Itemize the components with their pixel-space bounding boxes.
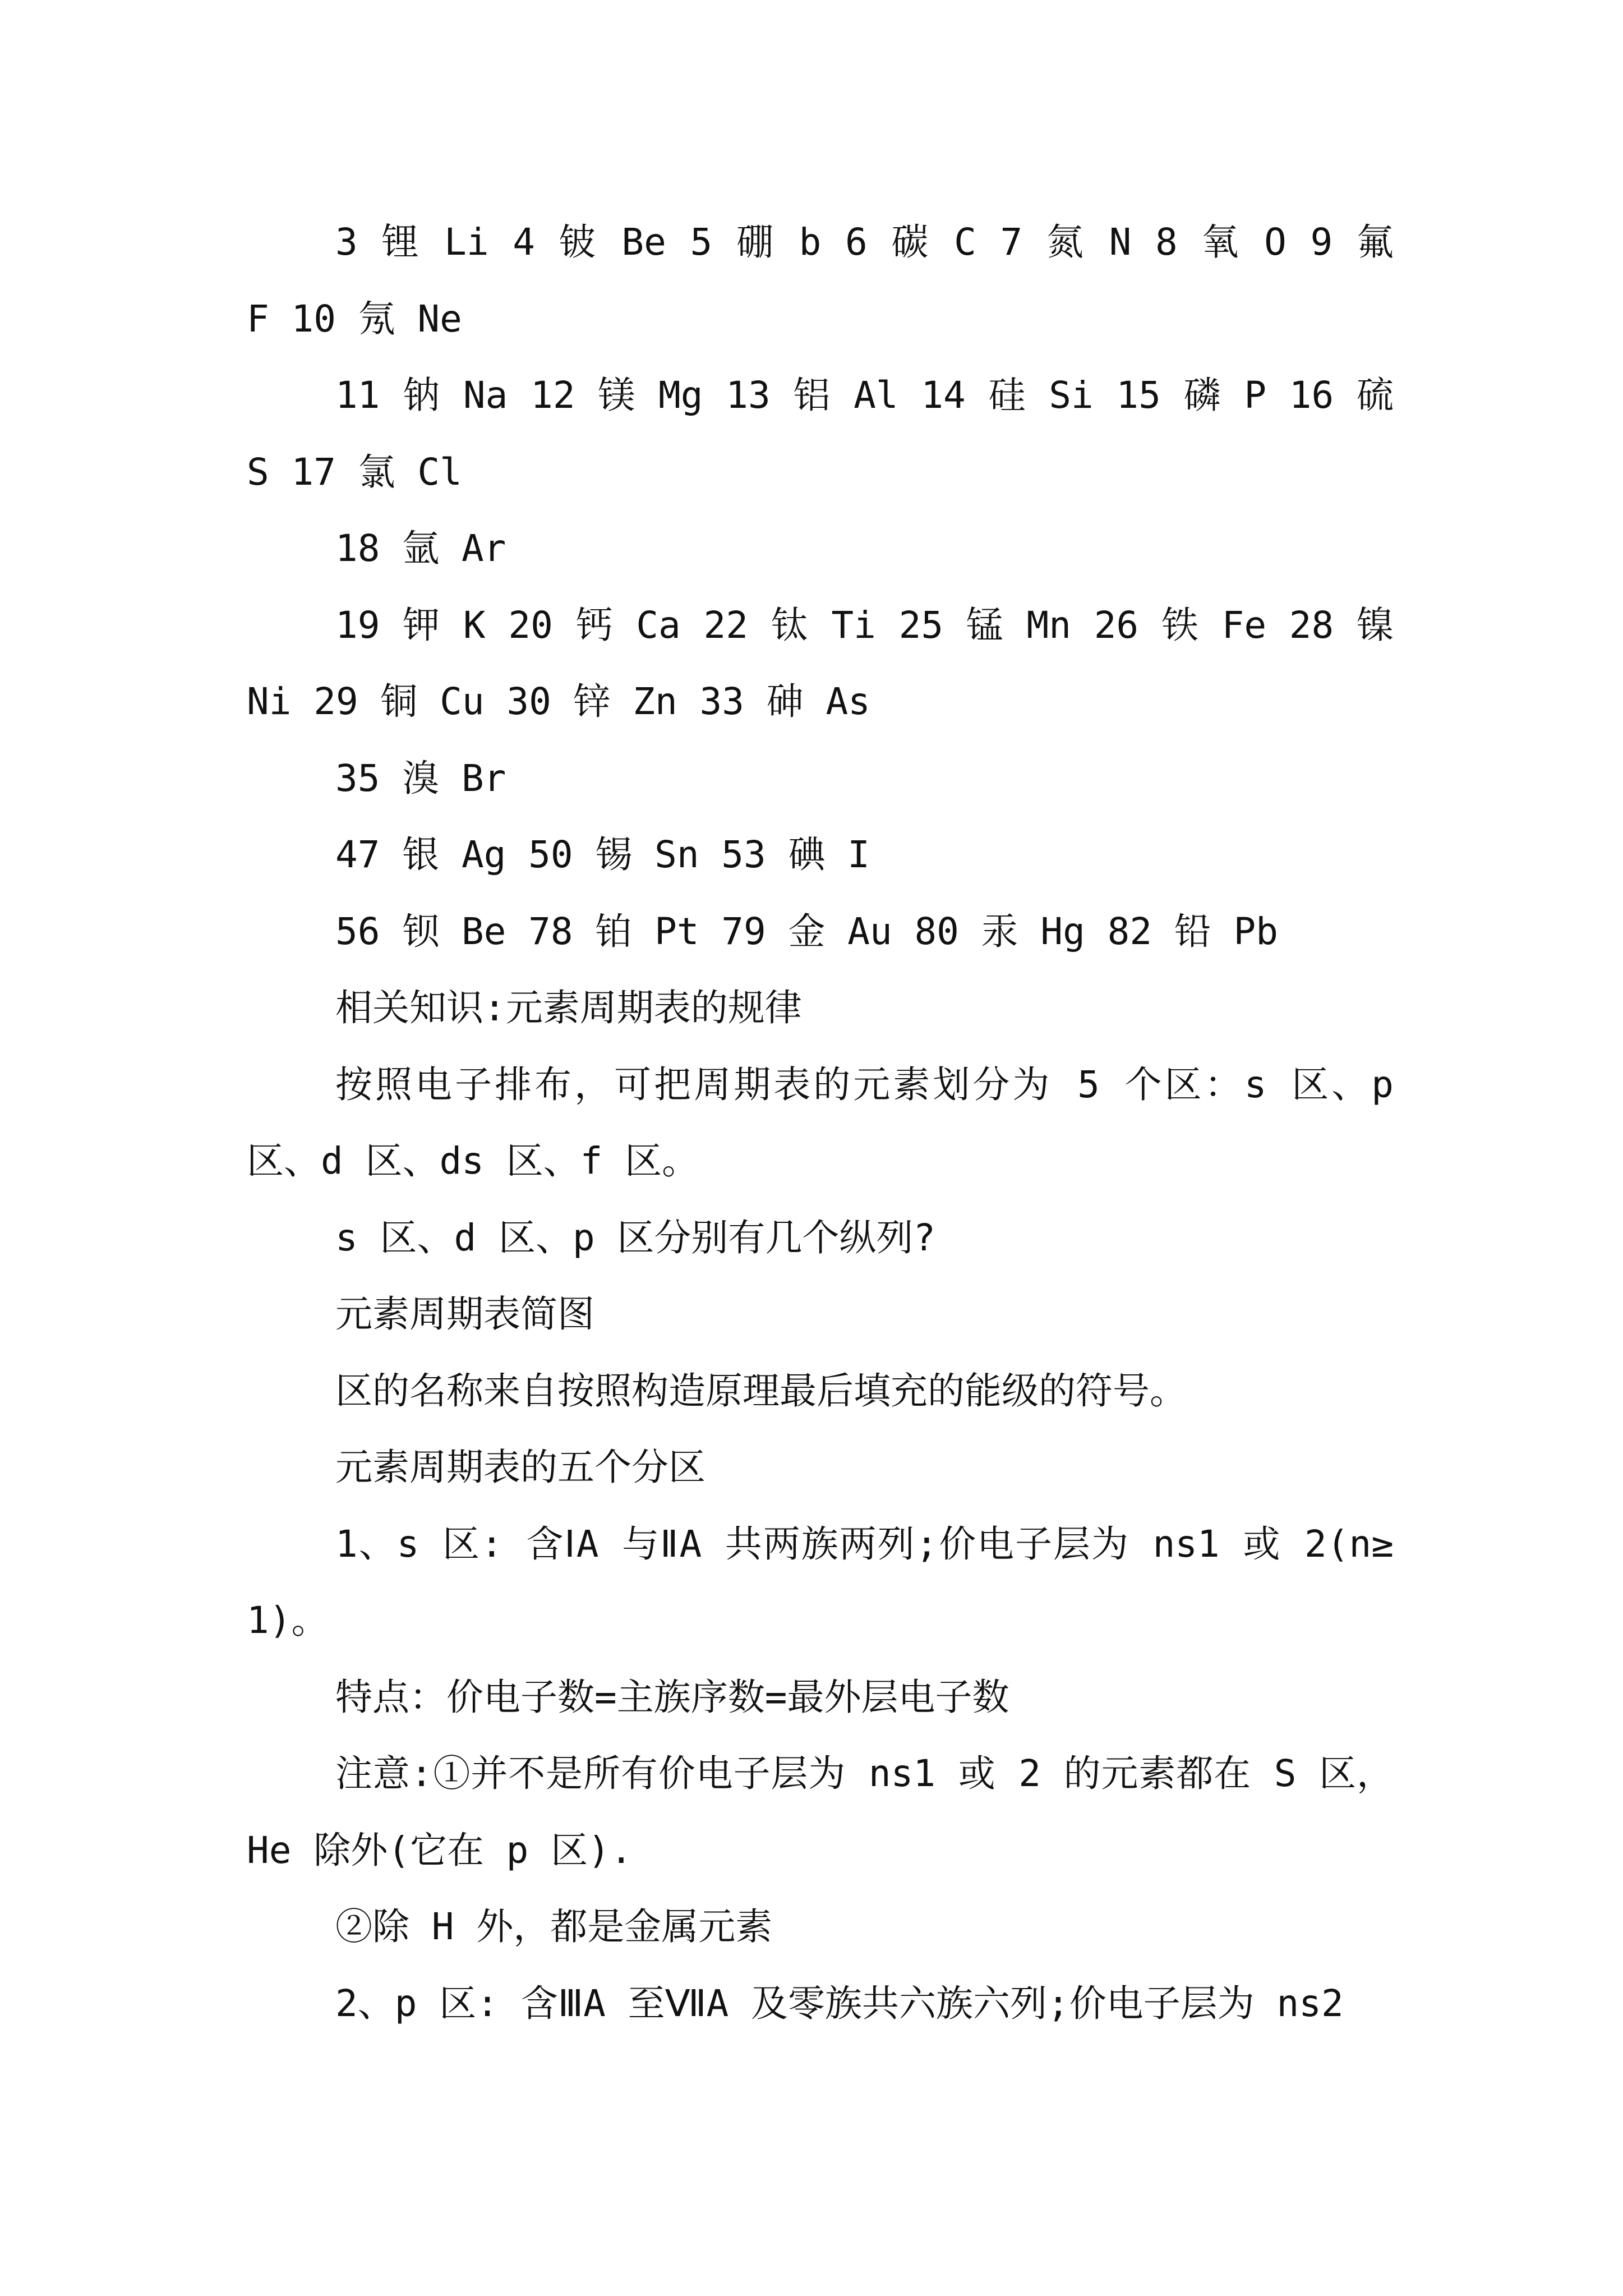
paragraph-s-block-feature: 特点：价电子数=主族序数=最外层电子数 xyxy=(335,1675,1009,1719)
paragraph-block-division: 按照电子排布，可把周期表的元素划分为 5 个区：s 区、p 区、d 区、ds 区、f 区。 xyxy=(247,1062,1416,1182)
paragraph-element-argon: 18 氩 Ar xyxy=(335,527,506,570)
paragraph-element-bromine: 35 溴 Br xyxy=(335,756,506,800)
paragraph-elements-period-6: 56 钡 Be 78 铂 Pt 79 金 Au 80 汞 Hg 82 铅 Pb xyxy=(335,909,1279,953)
paragraph-elements-period-5: 47 银 Ag 50 锡 Sn 53 碘 I xyxy=(335,833,870,876)
paragraph-elements-period-3: 11 钠 Na 12 镁 Mg 13 铝 Al 14 硅 Si 15 磷 P 16 硫 S 17 氯 Cl xyxy=(247,374,1416,494)
paragraph-simplified-table: 元素周期表简图 xyxy=(335,1292,594,1336)
paragraph-column-question: s 区、d 区、p 区分别有几个纵列? xyxy=(335,1216,936,1259)
paragraph-block-name-origin: 区的名称来自按照构造原理最后填充的能级的符号。 xyxy=(335,1369,1187,1412)
document-body xyxy=(247,204,1416,2042)
paragraph-five-blocks-heading: 元素周期表的五个分区 xyxy=(335,1446,706,1489)
paragraph-elements-period-2: 3 锂 Li 4 铍 Be 5 硼 b 6 碳 C 7 氮 N 8 氧 O 9 氟 F 10 氖 Ne xyxy=(247,220,1416,341)
paragraph-s-block-note-2: ②除 H 外，都是金属元素 xyxy=(335,1905,773,1948)
paragraph-elements-period-4: 19 钾 K 20 钙 Ca 22 钛 Ti 25 锰 Mn 26 铁 Fe 28 镍 Ni 29 铜 Cu 30 锌 Zn 33 砷 As xyxy=(247,603,1416,723)
paragraph-related-knowledge: 相关知识:元素周期表的规律 xyxy=(335,986,802,1029)
paragraph-p-block: 2、p 区: 含ⅢA 至ⅦA 及零族共六族六列;价电子层为 ns2 xyxy=(335,1981,1344,2025)
paragraph-s-block: 1、s 区: 含ⅠA 与ⅡA 共两族两列;价电子层为 ns1 或 2(n≥1)。 xyxy=(247,1522,1394,1642)
paragraph-s-block-note-1: 注意:①并不是所有价电子层为 ns1 或 2 的元素都在 S 区， He 除外(它在 p 区). xyxy=(247,1752,1416,1872)
